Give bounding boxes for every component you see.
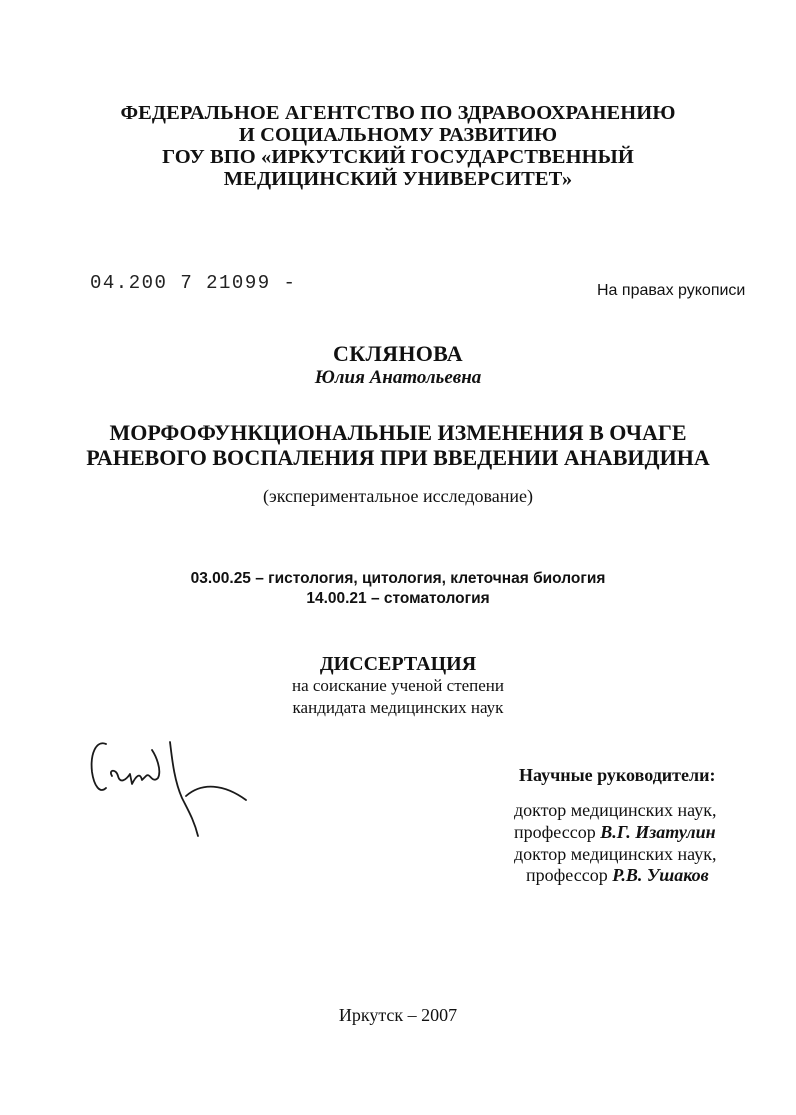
institution-line-2: И СОЦИАЛЬНОМУ РАЗВИТИЮ	[238, 124, 558, 146]
degree-line-1: на соискание ученой степени	[291, 676, 505, 695]
supervisor-2-name: Р.В. Ушаков	[612, 865, 709, 885]
supervisor-1	[514, 821, 716, 844]
supervisor-1-title: профессор	[514, 822, 596, 842]
registry-number: 04.200 7 21099 -	[90, 272, 297, 294]
thesis-subtitle: (экспериментальное исследование)	[262, 486, 534, 506]
thesis-title-line-1: МОРФОФУНКЦИОНАЛЬНЫЕ ИЗМЕНЕНИЯ В ОЧАГЕ	[109, 420, 687, 445]
author-surname: СКЛЯНОВА	[333, 341, 463, 366]
institution-line-3: ГОУ ВПО «ИРКУТСКИЙ ГОСУДАРСТВЕННЫЙ	[162, 146, 634, 168]
specialty-code-2: 14.00.21 – стоматология	[306, 590, 490, 607]
supervisor-1-degree: доктор медицинских наук,	[514, 800, 717, 820]
institution-line-4: МЕДИЦИНСКИЙ УНИВЕРСИТЕТ»	[223, 168, 573, 190]
handwritten-signature-icon	[86, 728, 266, 846]
degree-line-2: кандидата медицинских наук	[292, 698, 504, 717]
supervisor-2	[526, 864, 709, 887]
author-name: Юлия Анатольевна	[314, 367, 482, 388]
manuscript-rights: На правах рукописи	[597, 282, 746, 299]
supervisor-1-name: В.Г. Изатулин	[600, 822, 716, 842]
specialty-code-1: 03.00.25 – гистология, цитология, клеточная биология	[190, 570, 606, 587]
city-year: Иркутск – 2007	[338, 1005, 458, 1025]
supervisors-heading: Научные руководители:	[519, 765, 716, 785]
dissertation-heading: ДИССЕРТАЦИЯ	[319, 653, 477, 675]
institution-line-1: ФЕДЕРАЛЬНОЕ АГЕНТСТВО ПО ЗДРАВООХРАНЕНИЮ	[120, 102, 676, 124]
supervisor-2-degree: доктор медицинских наук,	[514, 844, 717, 864]
supervisor-2-title: профессор	[526, 865, 608, 885]
thesis-title-line-2: РАНЕВОГО ВОСПАЛЕНИЯ ПРИ ВВЕДЕНИИ АНАВИДИНА	[86, 445, 710, 470]
